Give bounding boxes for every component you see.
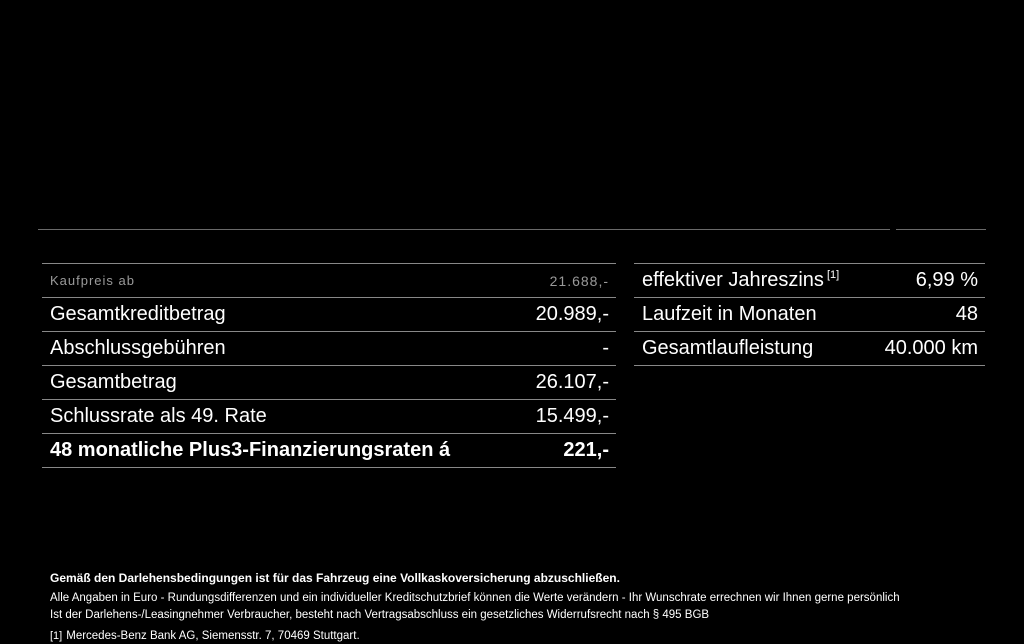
row-value: 48: [955, 303, 978, 325]
table-row-monthly-rate: [42, 434, 616, 468]
bank-address: Mercedes-Benz Bank AG, Siemensstr. 7, 70469 Stuttgart.: [66, 630, 360, 642]
footnote-marker: [1]: [826, 269, 840, 281]
row-value: 40.000 km: [884, 337, 978, 359]
row-value: 221,-: [563, 439, 609, 461]
row-value: 15.499,-: [535, 405, 609, 427]
row-label: Kaufpreis ab: [50, 273, 135, 288]
row-label: Gesamtbetrag: [50, 371, 177, 393]
row-value: 6,99 %: [915, 269, 978, 291]
row-label: Gesamtkreditbetrag: [50, 303, 226, 325]
top-divider-left: [38, 229, 890, 230]
disclaimer-line-2: Ist der Darlehens-/Leasingnehmer Verbraucher, besteht nach Vertragsabschluss ein gesetzliches Widerrufsrecht nach § 495 BGB: [50, 609, 710, 621]
table-row-total-credit: [42, 298, 616, 332]
terms-table: [634, 263, 985, 366]
table-row-fees: [42, 332, 616, 366]
insurance-note: Gemäß den Darlehensbedingungen ist für das Fahrzeug eine Vollkaskoversicherung abzuschließen.: [50, 571, 620, 585]
financing-table: [42, 263, 616, 468]
table-row-final-rate: [42, 400, 616, 434]
row-label: effektiver Jahreszins: [642, 269, 824, 291]
bank-footnote: [50, 630, 360, 642]
table-row-mileage: [634, 332, 985, 366]
table-row-purchase-price: [42, 264, 616, 298]
row-value: -: [602, 337, 609, 359]
row-label: Gesamtlaufleistung: [642, 337, 814, 359]
disclaimer-line-1: Alle Angaben in Euro - Rundungsdifferenzen und ein individueller Kreditschutzbrief können die Werte verändern - Ihr Wunschrate errechnen wir Ihnen gerne persönlich: [50, 592, 900, 604]
table-row-total-amount: [42, 366, 616, 400]
row-label: Schlussrate als 49. Rate: [50, 405, 267, 427]
row-label-wrap: [642, 269, 839, 292]
row-label: Laufzeit in Monaten: [642, 303, 817, 325]
table-row-interest-rate: [634, 264, 985, 298]
row-value: 21.688,-: [549, 272, 609, 289]
footnote-marker: [1]: [50, 630, 63, 642]
row-value: 20.989,-: [535, 303, 609, 325]
top-divider-right: [896, 229, 986, 230]
row-label: 48 monatliche Plus3-Finanzierungsraten á: [50, 439, 451, 461]
row-label: Abschlussgebühren: [50, 337, 226, 359]
row-value: 26.107,-: [535, 371, 609, 393]
table-row-term-months: [634, 298, 985, 332]
